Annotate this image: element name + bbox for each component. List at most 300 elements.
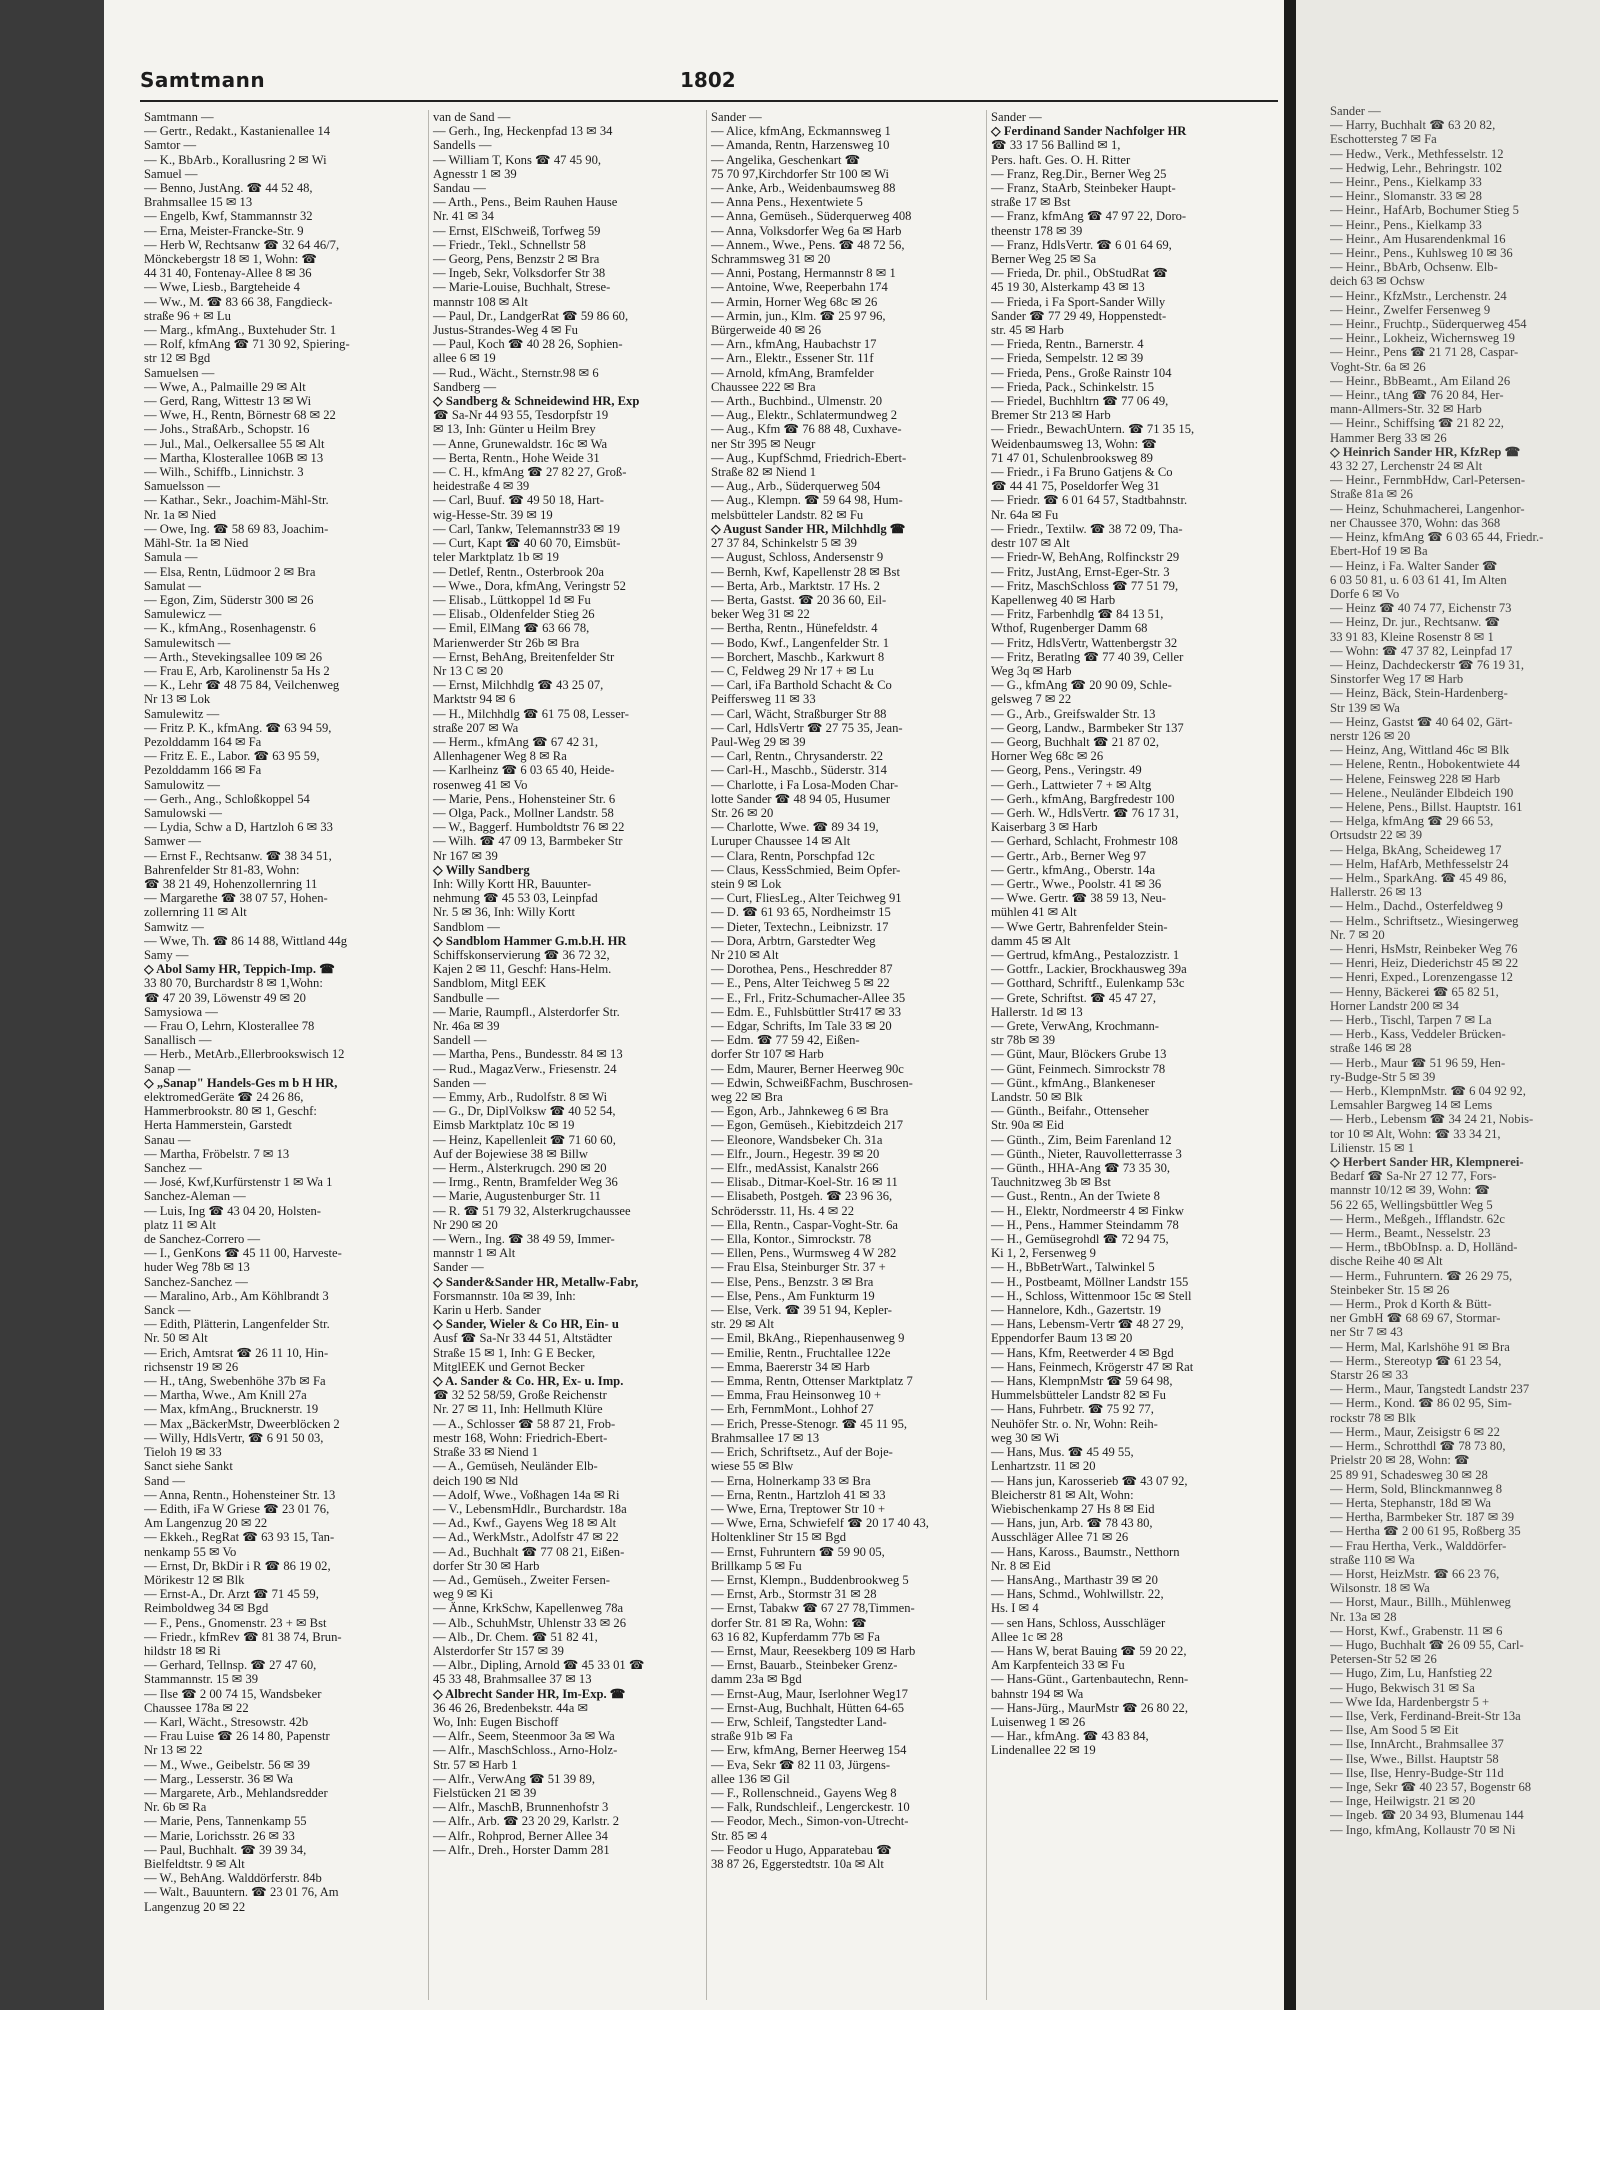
- directory-line: — Wwe, Erna, Treptower Str 10 +: [711, 1501, 886, 1516]
- directory-line: — Marg., Lesserstr. 36 ✉ Wa: [144, 1771, 293, 1786]
- directory-line: — Erw, kfmAng, Berner Heerweg 154: [711, 1743, 907, 1758]
- directory-line: — Wohn: ☎ 47 37 82, Leinpfad 17: [1330, 643, 1513, 658]
- directory-line: — Arth., Stevekingsallee 109 ✉ 26: [144, 649, 323, 664]
- directory-line: — Detlef, Rentn., Osterbrook 20a: [433, 564, 605, 579]
- directory-line: — Ingeb. ☎ 20 34 93, Blumenau 144: [1330, 1808, 1524, 1823]
- directory-line: — Martha, Klosterallee 106B ✉ 13: [144, 450, 324, 465]
- directory-line: ◇ A. Sander & Co. HR, Ex- u. Imp.: [433, 1374, 624, 1389]
- directory-line: Lenhartzstr. 11 ✉ 20: [991, 1459, 1096, 1474]
- directory-line: — Georg, Buchhalt ☎ 21 87 02,: [991, 734, 1159, 749]
- directory-line: Samtor —: [144, 138, 197, 153]
- directory-line: — Ernst-Aug, Buchhalt, Hütten 64-65: [711, 1700, 905, 1715]
- directory-line: ner Str 395 ✉ Neugr: [711, 436, 816, 451]
- directory-line: — Helm., Dachd., Osterfeldweg 9: [1330, 899, 1503, 914]
- directory-line: — Karl, Wächt., Stresowstr. 42b: [144, 1714, 309, 1729]
- directory-line: Pers. haft. Ges. O. H. Ritter: [991, 152, 1131, 167]
- directory-line: — Wwe Ida, Hardenbergstr 5 +: [1330, 1694, 1490, 1709]
- directory-line: Ausf ☎ Sa-Nr 33 44 51, Altstädter: [433, 1331, 613, 1346]
- directory-line: — Helene., Neuländer Elbdeich 190: [1330, 785, 1514, 800]
- directory-line: ◇ August Sander HR, Milchhdlg ☎: [711, 521, 906, 536]
- directory-line: ner Str 7 ✉ 43: [1330, 1325, 1403, 1340]
- directory-line: — Angelika, Geschenkart ☎: [711, 152, 861, 167]
- directory-line: — Günth., Nieter, Rauvolletterrasse 3: [991, 1146, 1182, 1161]
- directory-line: dische Reihe 40 ✉ Alt: [1330, 1254, 1443, 1269]
- directory-line: — Eleonore, Wandsbeker Ch. 31a: [711, 1132, 883, 1147]
- directory-line: 71 47 01, Schulenbrooksweg 89: [991, 450, 1153, 465]
- directory-line: Ausschläger Allee 71 ✉ 26: [991, 1530, 1129, 1545]
- directory-line: — Alb., Dr. Chem. ☎ 51 82 41,: [433, 1629, 598, 1644]
- directory-line: teler Marktplatz 1b ✉ 19: [433, 550, 559, 565]
- directory-line: — Frau E, Arb, Karolinenstr 5a Hs 2: [144, 663, 330, 678]
- directory-line: ◇ Willy Sandberg: [433, 862, 530, 877]
- directory-line: — R. ☎ 51 79 32, Alsterkrugchaussee: [433, 1203, 631, 1218]
- directory-line: — Charlotte, i Fa Losa-Moden Char-: [711, 777, 899, 792]
- directory-line: ☎ 38 21 49, Hohenzollernring 11: [144, 876, 318, 891]
- directory-line: Str. 90a ✉ Eid: [991, 1118, 1064, 1133]
- directory-line: Samuelsson —: [144, 479, 220, 494]
- directory-line: Sanct siehe Sankt: [144, 1459, 233, 1474]
- directory-line: — Franz, StaArb, Steinbeker Haupt-: [991, 181, 1176, 196]
- directory-line: — Martha, Fröbelstr. 7 ✉ 13: [144, 1146, 290, 1161]
- directory-line: — H., Gemüsegrohdl ☎ 72 94 75,: [991, 1232, 1169, 1247]
- directory-line: — Harry, Buchhalt ☎ 63 20 82,: [1330, 118, 1496, 133]
- directory-line: str. 45 ✉ Harb: [991, 323, 1064, 338]
- directory-line: Sander —: [991, 110, 1042, 124]
- directory-line: — Emma, Baererstr 34 ✉ Harb: [711, 1359, 870, 1374]
- directory-line: — Heinr., BbArb, Ochsenw. Elb-: [1330, 260, 1498, 275]
- directory-line: — Frau Hertha, Verk., Walddörfer-: [1330, 1538, 1507, 1553]
- directory-line: — Maralino, Arb., Am Köhlbrandt 3: [144, 1288, 329, 1303]
- directory-line: ☎ 33 17 56 Ballind ✉ 1,: [991, 138, 1121, 153]
- directory-line: — Ernst, Klempn., Buddenbrookweg 5: [711, 1572, 909, 1587]
- directory-line: — Fritz, MaschSchloss ☎ 77 51 79,: [991, 578, 1179, 593]
- directory-line: — Heinz, Schuhmacherei, Langenhor-: [1330, 501, 1525, 516]
- directory-line: tor 10 ✉ Alt, Wohn: ☎ 33 34 21,: [1330, 1126, 1501, 1141]
- directory-line: — Heinr., HafArb, Bochumer Stieg 5: [1330, 203, 1519, 218]
- directory-line: Steinbeker Str. 15 ✉ 26: [1330, 1282, 1450, 1297]
- running-head: Samtmann: [140, 68, 266, 92]
- directory-line: — Frau O, Lehrn, Klosterallee 78: [144, 1019, 315, 1033]
- directory-line: Agnesstr 1 ✉ 39: [433, 166, 517, 181]
- directory-line: Sanck —: [144, 1303, 191, 1318]
- directory-line: — Carl, Wächt, Straßburger Str 88: [711, 706, 887, 721]
- directory-line: — Erw, Schleif, Tangstedter Land-: [711, 1714, 887, 1729]
- directory-line: theenstr 178 ✉ 39: [991, 223, 1083, 238]
- directory-line: — Rolf, kfmAng ☎ 71 30 92, Spiering-: [144, 337, 350, 352]
- directory-line: Nr. 6b ✉ Ra: [144, 1800, 207, 1815]
- directory-line: — Ilse, Am Sood 5 ✉ Eit: [1330, 1723, 1459, 1738]
- directory-line: — Elfr., medAssist, Kanalstr 266: [711, 1161, 879, 1176]
- directory-line: Kajen 2 ✉ 11, Geschf: Hans-Helm.: [433, 962, 612, 977]
- directory-line: allee 6 ✉ 19: [433, 351, 496, 366]
- directory-line: ner GmbH ☎ 68 69 67, Stormar-: [1330, 1311, 1501, 1326]
- directory-line: — Carl, Tankw, Telemannstr33 ✉ 19: [433, 521, 620, 536]
- directory-line: — Ilse, Wwe., Billst. Hauptstr 58: [1330, 1751, 1499, 1766]
- directory-line: mestr 168, Wohn: Friedrich-Ebert-: [433, 1430, 608, 1445]
- directory-line: — Dieter, Textechn., Leibnizstr. 17: [711, 919, 889, 934]
- directory-line: — Wwe., Dora, kfmAng, Veringstr 52: [433, 578, 626, 593]
- directory-line: — Herm, Sold, Blinckmannweg 8: [1330, 1481, 1503, 1496]
- directory-line: — Ernst, Fuhruntern ☎ 59 90 05,: [711, 1544, 885, 1559]
- directory-line: — Grete, VerwAng, Krochmann-: [991, 1019, 1159, 1033]
- directory-line: — Anna, Rentn., Hohensteiner Str. 13: [144, 1487, 336, 1502]
- directory-line: Samulat —: [144, 578, 202, 593]
- directory-line: zollernring 11 ✉ Alt: [144, 905, 247, 920]
- directory-line: Sanallisch —: [144, 1033, 212, 1048]
- directory-line: Samuelsen —: [144, 365, 215, 380]
- directory-line: — Hans, Schmd., Wohlwillstr. 22,: [991, 1587, 1164, 1602]
- directory-line: Kapellenweg 40 ✉ Harb: [991, 592, 1116, 607]
- directory-line: — Alfr., Rohprod, Berner Allee 34: [433, 1828, 608, 1843]
- directory-line: ry-Budge-Str 5 ✉ 39: [1330, 1069, 1436, 1084]
- directory-line: de Sanchez-Correro —: [144, 1232, 261, 1247]
- directory-line: 25 89 91, Schadesweg 30 ✉ 28: [1330, 1467, 1488, 1482]
- directory-line: melsbütteler Landstr. 82 ✉ Fu: [711, 507, 864, 522]
- directory-line: — Alfr., Arb. ☎ 23 20 29, Karlstr. 2: [433, 1814, 620, 1829]
- directory-line: — Aug., Klempn. ☎ 59 64 98, Hum-: [711, 493, 903, 508]
- directory-line: Sander —: [1330, 104, 1381, 118]
- directory-line: — Hans, Feinmech, Krögerstr 47 ✉ Rat: [991, 1359, 1194, 1374]
- directory-line: str 78b ✉ 39: [991, 1033, 1056, 1048]
- directory-line: Schiffskonservierung ☎ 36 72 32,: [433, 947, 610, 962]
- directory-line: — Frieda, Pack., Schinkelstr. 15: [991, 379, 1154, 394]
- directory-line: — I., GenKons ☎ 45 11 00, Harveste-: [144, 1246, 342, 1261]
- directory-line: Luruper Chaussee 14 ✉ Alt: [711, 834, 851, 849]
- directory-line: — Gotthard, Schriftf., Eulenkamp 53c: [991, 976, 1185, 991]
- directory-line: — Ad., Kwf., Gayens Weg 18 ✉ Alt: [433, 1516, 617, 1531]
- directory-line: damm 45 ✉ Alt: [991, 933, 1071, 948]
- directory-line: — Emma, Frau Heinsonweg 10 +: [711, 1388, 882, 1403]
- directory-line: ◇ Sander&Sander HR, Metallw-Fabr,: [433, 1274, 639, 1289]
- directory-line: — Georg, Landw., Barmbeker Str 137: [991, 720, 1184, 735]
- directory-line: — W., Baggerf. Humboldtstr 76 ✉ 22: [433, 820, 625, 835]
- directory-line: — Arth., Buchbind., Ulmenstr. 20: [711, 394, 883, 409]
- directory-line: — Falk, Rundschleif., Lengerckestr. 10: [711, 1800, 910, 1815]
- directory-line: Auf der Bojewiese 38 ✉ Billw: [433, 1146, 589, 1161]
- directory-line: Nr. 46a ✉ 39: [433, 1019, 500, 1033]
- directory-line: Hallerstr. 1d ✉ 13: [991, 1004, 1083, 1019]
- directory-line: — Hans jun, Karosserieb ☎ 43 07 92,: [991, 1473, 1188, 1488]
- directory-line: destr 107 ✉ Alt: [991, 536, 1070, 551]
- directory-line: Hallerstr. 26 ✉ 13: [1330, 885, 1422, 900]
- directory-line: — Helene, Pens., Billst. Hauptstr. 161: [1330, 799, 1523, 814]
- directory-line: — Olga, Pack., Mollner Landstr. 58: [433, 805, 614, 820]
- directory-line: — Günth., HHA-Ang ☎ 73 35 30,: [991, 1161, 1171, 1176]
- directory-line: — Herm, Mal, Karlshöhe 91 ✉ Bra: [1330, 1339, 1510, 1354]
- directory-line: — Annem., Wwe., Pens. ☎ 48 72 56,: [711, 237, 905, 252]
- directory-line: — Ilse, Verk, Ferdinand-Breit-Str 13a: [1330, 1708, 1521, 1723]
- directory-line: — Hedw., Verk., Methfesselstr. 12: [1330, 146, 1504, 161]
- directory-line: dorfer Str 30 ✉ Harb: [433, 1558, 540, 1573]
- directory-line: — Heinr., BbBeamt., Am Eiland 26: [1330, 373, 1511, 388]
- directory-line: Nr 167 ✉ 39: [433, 848, 498, 863]
- directory-line: — Franz, kfmAng ☎ 47 97 22, Doro-: [991, 209, 1187, 224]
- directory-line: Tauchnitzweg 3b ✉ Bst: [991, 1175, 1111, 1190]
- directory-line: Samulowski —: [144, 805, 223, 820]
- directory-line: — Arn., kfmAng, Haubachstr 17: [711, 337, 877, 352]
- directory-line: MitglEEK und Gernot Becker: [433, 1359, 585, 1374]
- directory-line: — Günt, Maur, Blöckers Grube 13: [991, 1047, 1167, 1062]
- directory-line: — Egon, Arb., Jahnkeweg 6 ✉ Bra: [711, 1104, 889, 1119]
- directory-line: — Helm., Schriftsetz., Wiesingerweg: [1330, 913, 1519, 928]
- directory-line: Marktstr 94 ✉ 6: [433, 692, 516, 707]
- directory-line: Weidenbaumsweg 13, Wohn: ☎: [991, 436, 1157, 451]
- directory-line: ◇ Sandberg & Schneidewind HR, Exp: [433, 394, 640, 409]
- directory-line: — Hans-Jürg., MaurMstr ☎ 26 80 22,: [991, 1700, 1189, 1715]
- directory-line: Paul-Weg 29 ✉ 39: [711, 734, 806, 749]
- header-rule: [140, 100, 1278, 102]
- directory-line: — Herta, Stephanstr, 18d ✉ Wa: [1330, 1495, 1491, 1510]
- directory-line: — Friedr. ☎ 6 01 64 57, Stadtbahnstr.: [991, 493, 1188, 508]
- directory-line: heidestraße 4 ✉ 39: [433, 479, 530, 494]
- directory-line: Nr. 50 ✉ Alt: [144, 1331, 208, 1346]
- directory-line: — G., kfmAng ☎ 20 90 09, Schle-: [991, 678, 1172, 693]
- directory-line: weg 30 ✉ Wi: [991, 1430, 1060, 1445]
- directory-line: Str. 85 ✉ 4: [711, 1828, 768, 1843]
- directory-line: weg 9 ✉ Ki: [433, 1587, 493, 1602]
- directory-line: straße 96 + ✉ Lu: [144, 308, 231, 323]
- directory-line: — Anna Pens., Hexentwiete 5: [711, 195, 863, 210]
- directory-line: — Ilse, Ilse, Henry-Budge-Str 11d: [1330, 1765, 1504, 1780]
- directory-line: — Frieda, Dr. phil., ObStudRat ☎: [991, 266, 1168, 281]
- directory-line: — Heinr., Lokheiz, Wichernsweg 19: [1330, 331, 1515, 346]
- directory-line: Schrödersstr. 11, Hs. 4 ✉ 22: [711, 1203, 855, 1218]
- page-number: 1802: [680, 68, 736, 92]
- directory-line: — Marie-Louise, Buchhalt, Strese-: [433, 280, 611, 295]
- directory-line: — Fritz, Farbenhdlg ☎ 84 13 51,: [991, 607, 1164, 622]
- directory-line: — Alfr., Dreh., Horster Damm 281: [433, 1842, 610, 1857]
- directory-line: — Eva, Sekr ☎ 82 11 03, Jürgens-: [711, 1757, 891, 1772]
- directory-line: — Heinr., FernmbHdw, Carl-Petersen-: [1330, 473, 1526, 488]
- directory-line: — Paul, Dr., LandgerRat ☎ 59 86 60,: [433, 308, 629, 323]
- directory-line: — E., Frl., Fritz-Schumacher-Allee 35: [711, 990, 906, 1005]
- directory-line: — Max, kfmAng., Brucknerstr. 19: [144, 1402, 319, 1417]
- directory-line: — William T, Kons ☎ 47 45 90,: [433, 152, 602, 167]
- directory-line: — Alice, kfmAng, Eckmannsweg 1: [711, 124, 891, 139]
- directory-line: — G., Arb., Greifswalder Str. 13: [991, 706, 1156, 721]
- directory-line: — Erna, Holnerkamp 33 ✉ Bra: [711, 1473, 871, 1488]
- directory-line: — Fritz, JustAng, Ernst-Eger-Str. 3: [991, 564, 1170, 579]
- directory-line: Sanau —: [144, 1132, 191, 1147]
- directory-line: Samulewitsch —: [144, 635, 231, 650]
- directory-line: — Heinz, Ang, Wittland 46c ✉ Blk: [1330, 743, 1510, 758]
- directory-line: — Engelb, Kwf, Stammannstr 32: [144, 209, 313, 224]
- directory-line: Chaussee 178a ✉ 22: [144, 1700, 249, 1715]
- directory-line: — Elfr., Journ., Hegestr. 39 ✉ 20: [711, 1146, 880, 1161]
- directory-line: — Bernh, Kwf, Kapellenstr 28 ✉ Bst: [711, 564, 900, 579]
- column-2: [428, 110, 715, 2000]
- directory-line: — Georg, Pens., Veringstr. 49: [991, 763, 1142, 778]
- directory-line: — Herm., Alsterkrugch. 290 ✉ 20: [433, 1161, 607, 1176]
- directory-line: Str. 57 ✉ Harb 1: [433, 1757, 518, 1772]
- directory-line: — Hugo, Buchhalt ☎ 26 09 55, Carl-: [1330, 1637, 1524, 1652]
- directory-line: rosenweg 41 ✉ Vo: [433, 777, 528, 792]
- directory-line: Sandblom —: [433, 919, 500, 934]
- directory-line: Herta Hammerstein, Garstedt: [144, 1118, 292, 1133]
- directory-line: — Friedr., kfmRev ☎ 81 38 74, Brun-: [144, 1629, 342, 1644]
- directory-line: — Borchert, Maschb., Karkwurt 8: [711, 649, 885, 664]
- directory-line: — V., LebensmHdlr., Burchardstr. 18a: [433, 1501, 627, 1516]
- directory-line: — Herb., MetArb.,Ellerbrookswisch 12: [144, 1047, 345, 1062]
- directory-line: — Hans, Kaross., Baumstr., Netthorn: [991, 1544, 1180, 1559]
- directory-line: huder Weg 78b ✉ 13: [144, 1260, 250, 1275]
- directory-line: Am Karpfenteich 33 ✉ Fu: [991, 1658, 1125, 1673]
- directory-line: — Clara, Rentn, Porschpfad 12c: [711, 848, 875, 863]
- directory-line: — Herm., Beamt., Nesselstr. 23: [1330, 1226, 1491, 1241]
- directory-line: — Erna, Rentn., Hartzloh 41 ✉ 33: [711, 1487, 886, 1502]
- directory-line: Weg 3q ✉ Harb: [991, 663, 1072, 678]
- directory-line: — Heinr., tAng ☎ 76 20 84, Her-: [1330, 388, 1504, 403]
- directory-line: — Berta, Arb., Marktstr. 17 Hs. 2: [711, 578, 880, 593]
- directory-line: — Ella, Kontor., Simrockstr. 78: [711, 1232, 872, 1247]
- directory-line: Straße 15 ✉ 1, Inh: G E Becker,: [433, 1345, 596, 1360]
- column-3: [706, 110, 993, 2000]
- directory-line: — D. ☎ 61 93 65, Nordheimstr 15: [711, 905, 891, 920]
- page-header: [140, 64, 1278, 98]
- directory-line: — Henri, Heiz, Diederichstr 45 ✉ 22: [1330, 956, 1519, 971]
- directory-line: — Heinz, Dachdeckerstr ☎ 76 19 31,: [1330, 657, 1525, 672]
- directory-line: — Martha, Pens., Bundesstr. 84 ✉ 13: [433, 1047, 623, 1062]
- directory-line: elektromedGeräte ☎ 24 26 86,: [144, 1090, 304, 1105]
- directory-line: — Herm., Kond. ☎ 86 02 95, Sim-: [1330, 1396, 1512, 1411]
- directory-line: — Paul, Koch ☎ 40 28 26, Sophien-: [433, 337, 623, 352]
- directory-line: — Gertr., Wwe., Poolstr. 41 ✉ 36: [991, 876, 1162, 891]
- directory-line: Sand —: [144, 1473, 185, 1488]
- directory-line: — Franz, HdlsVertr. ☎ 6 01 64 69,: [991, 237, 1172, 252]
- directory-line: — August, Schloss, Andersenstr 9: [711, 550, 884, 565]
- directory-line: Samulewitz —: [144, 706, 220, 721]
- directory-line: Lilienstr. 15 ✉ 1: [1330, 1140, 1415, 1155]
- directory-line: — Heinr., Slomanstr. 33 ✉ 28: [1330, 189, 1482, 204]
- directory-line: — Ellen, Pens., Wurmsweg 4 W 282: [711, 1246, 897, 1261]
- directory-line: 75 70 97,Kirchdorfer Str 100 ✉ Wi: [711, 166, 890, 181]
- directory-line: Samulowitz —: [144, 777, 220, 792]
- directory-line: — Inge, Sekr ☎ 40 23 57, Bogenstr 68: [1330, 1779, 1532, 1794]
- directory-line: — Edwin, SchweißFachm, Buschrosen-: [711, 1075, 913, 1090]
- directory-line: — Hans W, berat Bauing ☎ 59 20 22,: [991, 1643, 1187, 1658]
- directory-line: — Günt., kfmAng., Blankeneser: [991, 1075, 1156, 1090]
- directory-line: Nr. 7 ✉ 20: [1330, 927, 1385, 942]
- directory-line: — Jul., Mal., Oelkersallee 55 ✉ Alt: [144, 436, 325, 451]
- directory-line: — Edm. E., Fuhlsbüttler Str417 ✉ 33: [711, 1004, 902, 1019]
- directory-line: Nr 13 C ✉ 20: [433, 663, 504, 678]
- directory-line: 43 32 27, Lerchenstr 24 ✉ Alt: [1330, 459, 1483, 474]
- column-4: [986, 110, 1273, 2000]
- directory-line: — Ilse, InnArcht., Brahmsallee 37: [1330, 1737, 1504, 1752]
- directory-line: — Herm., Prok d Korth & Bütt-: [1330, 1297, 1492, 1312]
- directory-line: — Emmy, Arb., Rudolfstr. 8 ✉ Wi: [433, 1090, 608, 1105]
- directory-line: Bürgerweide 40 ✉ 26: [711, 323, 821, 338]
- directory-line: Brillkamp 5 ✉ Fu: [711, 1558, 802, 1573]
- directory-line: Sandells —: [433, 138, 492, 153]
- directory-line: 27 37 84, Schinkelstr 5 ✉ 39: [711, 536, 857, 551]
- directory-line: — Anna, Volksdorfer Weg 6a ✉ Harb: [711, 223, 902, 238]
- directory-line: — A., Schlosser ☎ 58 87 21, Frob-: [433, 1416, 616, 1431]
- directory-line: — E., Pens, Alter Teichweg 5 ✉ 22: [711, 976, 890, 991]
- directory-line: — Hans-Günt., Gartenbautechn, Renn-: [991, 1672, 1189, 1687]
- directory-line: Voght-Str. 6a ✉ 26: [1330, 359, 1426, 374]
- directory-line: — Marie, Lorichsstr. 26 ✉ 33: [144, 1828, 295, 1843]
- directory-line: — Frau Luise ☎ 26 14 80, Papenstr: [144, 1729, 330, 1744]
- directory-line: — Ernst, Arb., Stormstr 31 ✉ 28: [711, 1587, 877, 1602]
- directory-line: — Ingeb, Sekr, Volksdorfer Str 38: [433, 266, 606, 281]
- directory-line: — Carl, Buuf. ☎ 49 50 18, Hart-: [433, 493, 604, 508]
- directory-line: — Elsa, Rentn, Lüdmoor 2 ✉ Bra: [144, 564, 316, 579]
- directory-line: — Horst, HeizMstr. ☎ 66 23 76,: [1330, 1566, 1500, 1581]
- directory-line: — Ernst, BehAng, Breitenfelder Str: [433, 649, 615, 664]
- directory-line: — Wwe, Th. ☎ 86 14 88, Wittland 44g: [144, 933, 348, 948]
- directory-line: — Heinr., Zwelfer Fersenweg 9: [1330, 302, 1491, 317]
- directory-line: — Emilie, Rentn., Fruchtallee 122e: [711, 1345, 891, 1360]
- directory-line: — Heinz, Dr. jur., Rechtsanw. ☎: [1330, 615, 1501, 630]
- directory-line: — C, Feldweg 29 Nr 17 + ✉ Lu: [711, 663, 874, 678]
- directory-line: Straße 82 ✉ Niend 1: [711, 465, 816, 480]
- directory-line: — Gerh., Lattwieter 7 + ✉ Altg: [991, 777, 1152, 792]
- directory-line: — Armin, jun., Klm. ☎ 25 97 96,: [711, 308, 886, 323]
- directory-line: — Walt., Bauuntern. ☎ 23 01 76, Am: [144, 1885, 339, 1900]
- directory-line: Kaiserbarg 3 ✉ Harb: [991, 820, 1098, 835]
- directory-line: straße 146 ✉ 28: [1330, 1041, 1412, 1056]
- directory-line: — Georg, Pens, Benzstr 2 ✉ Bra: [433, 252, 600, 267]
- directory-line: Straße 81a ✉ 26: [1330, 487, 1413, 502]
- directory-line: ◇ Ferdinand Sander Nachfolger HR: [991, 124, 1187, 139]
- directory-line: — Gerh., Ing, Heckenpfad 13 ✉ 34: [433, 124, 613, 139]
- directory-line: — sen Hans, Schloss, Ausschläger: [991, 1615, 1166, 1630]
- directory-line: Prielstr 20 ✉ 28, Wohn: ☎: [1330, 1453, 1470, 1468]
- directory-line: Karin u Herb. Sander: [433, 1303, 541, 1318]
- directory-line: deich 63 ✉ Ochsw: [1330, 274, 1425, 289]
- directory-line: — Ernst, ElSchweiß, Torfweg 59: [433, 223, 601, 238]
- directory-line: — Heinr., Pens ☎ 21 71 28, Caspar-: [1330, 345, 1519, 360]
- directory-line: — Hertha, Barmbeker Str. 187 ✉ 39: [1330, 1510, 1515, 1525]
- directory-line: — Anke, Arb., Weidenbaumsweg 88: [711, 181, 896, 196]
- directory-line: — Anna, Gemüseh., Süderquerweg 408: [711, 209, 912, 224]
- directory-line: Str. 26 ✉ 20: [711, 805, 774, 820]
- directory-line: — Hedwig, Lehr., Behringstr. 102: [1330, 160, 1503, 175]
- directory-line: — Edith, Plätterin, Langenfelder Str.: [144, 1317, 330, 1332]
- directory-line: — Egon, Gemüseh., Kiebitzdeich 217: [711, 1118, 904, 1133]
- directory-line: Pezolddamm 164 ✉ Fa: [144, 734, 262, 749]
- directory-line: — Helga, BkAng, Scheideweg 17: [1330, 842, 1502, 857]
- directory-line: — Margarete, Arb., Mehlandsredder: [144, 1785, 328, 1800]
- directory-line: — Marg., kfmAng., Buxtehuder Str. 1: [144, 323, 337, 338]
- directory-line: Mähl-Str. 1a ✉ Nied: [144, 536, 249, 551]
- directory-line: — Edith, iFa W Griese ☎ 23 01 76,: [144, 1501, 330, 1516]
- directory-line: Langenzug 20 ✉ 22: [144, 1899, 246, 1914]
- directory-line: Am Langenzug 20 ✉ 22: [144, 1516, 268, 1531]
- directory-line: — Günt, Feinmech. Simrockstr 78: [991, 1061, 1166, 1076]
- directory-line: Hs. I ✉ 4: [991, 1601, 1039, 1616]
- book-gutter: [1284, 0, 1296, 2010]
- column-1: [144, 110, 426, 2000]
- directory-line: — Herb., Maur ☎ 51 96 59, Hen-: [1330, 1055, 1506, 1070]
- directory-line: — Alfr., Seem, Steenmoor 3a ✉ Wa: [433, 1729, 615, 1744]
- directory-line: — Helene, Feinsweg 228 ✉ Harb: [1330, 771, 1501, 786]
- directory-line: ◇ Sandblom Hammer G.m.b.H. HR: [433, 933, 627, 948]
- directory-line: mannstr 108 ✉ Alt: [433, 294, 528, 309]
- directory-line: — Berta, Gastst. ☎ 20 36 60, Eil-: [711, 592, 887, 607]
- directory-line: — Herb W, Rechtsanw ☎ 32 64 46/7,: [144, 237, 340, 252]
- directory-line: Sandblom, Mitgl EEK: [433, 976, 546, 991]
- directory-line: — Wwe. Gertr. ☎ 38 59 13, Neu-: [991, 891, 1166, 906]
- directory-line: Sandell —: [433, 1033, 487, 1048]
- directory-line: — Herb., Tischl, Tarpen 7 ✉ La: [1330, 1013, 1492, 1027]
- directory-line: — M., Wwe., Geibelstr. 56 ✉ 39: [144, 1757, 310, 1772]
- directory-line: — Helene, Rentn., Hobokentwiete 44: [1330, 757, 1520, 772]
- directory-line: — Herm., Schrotthdl ☎ 78 73 80,: [1330, 1439, 1506, 1454]
- directory-line: — H., Postbeamt, Möllner Landstr 155: [991, 1274, 1189, 1289]
- directory-line: Sander ☎ 77 29 49, Hoppenstedt-: [991, 308, 1167, 323]
